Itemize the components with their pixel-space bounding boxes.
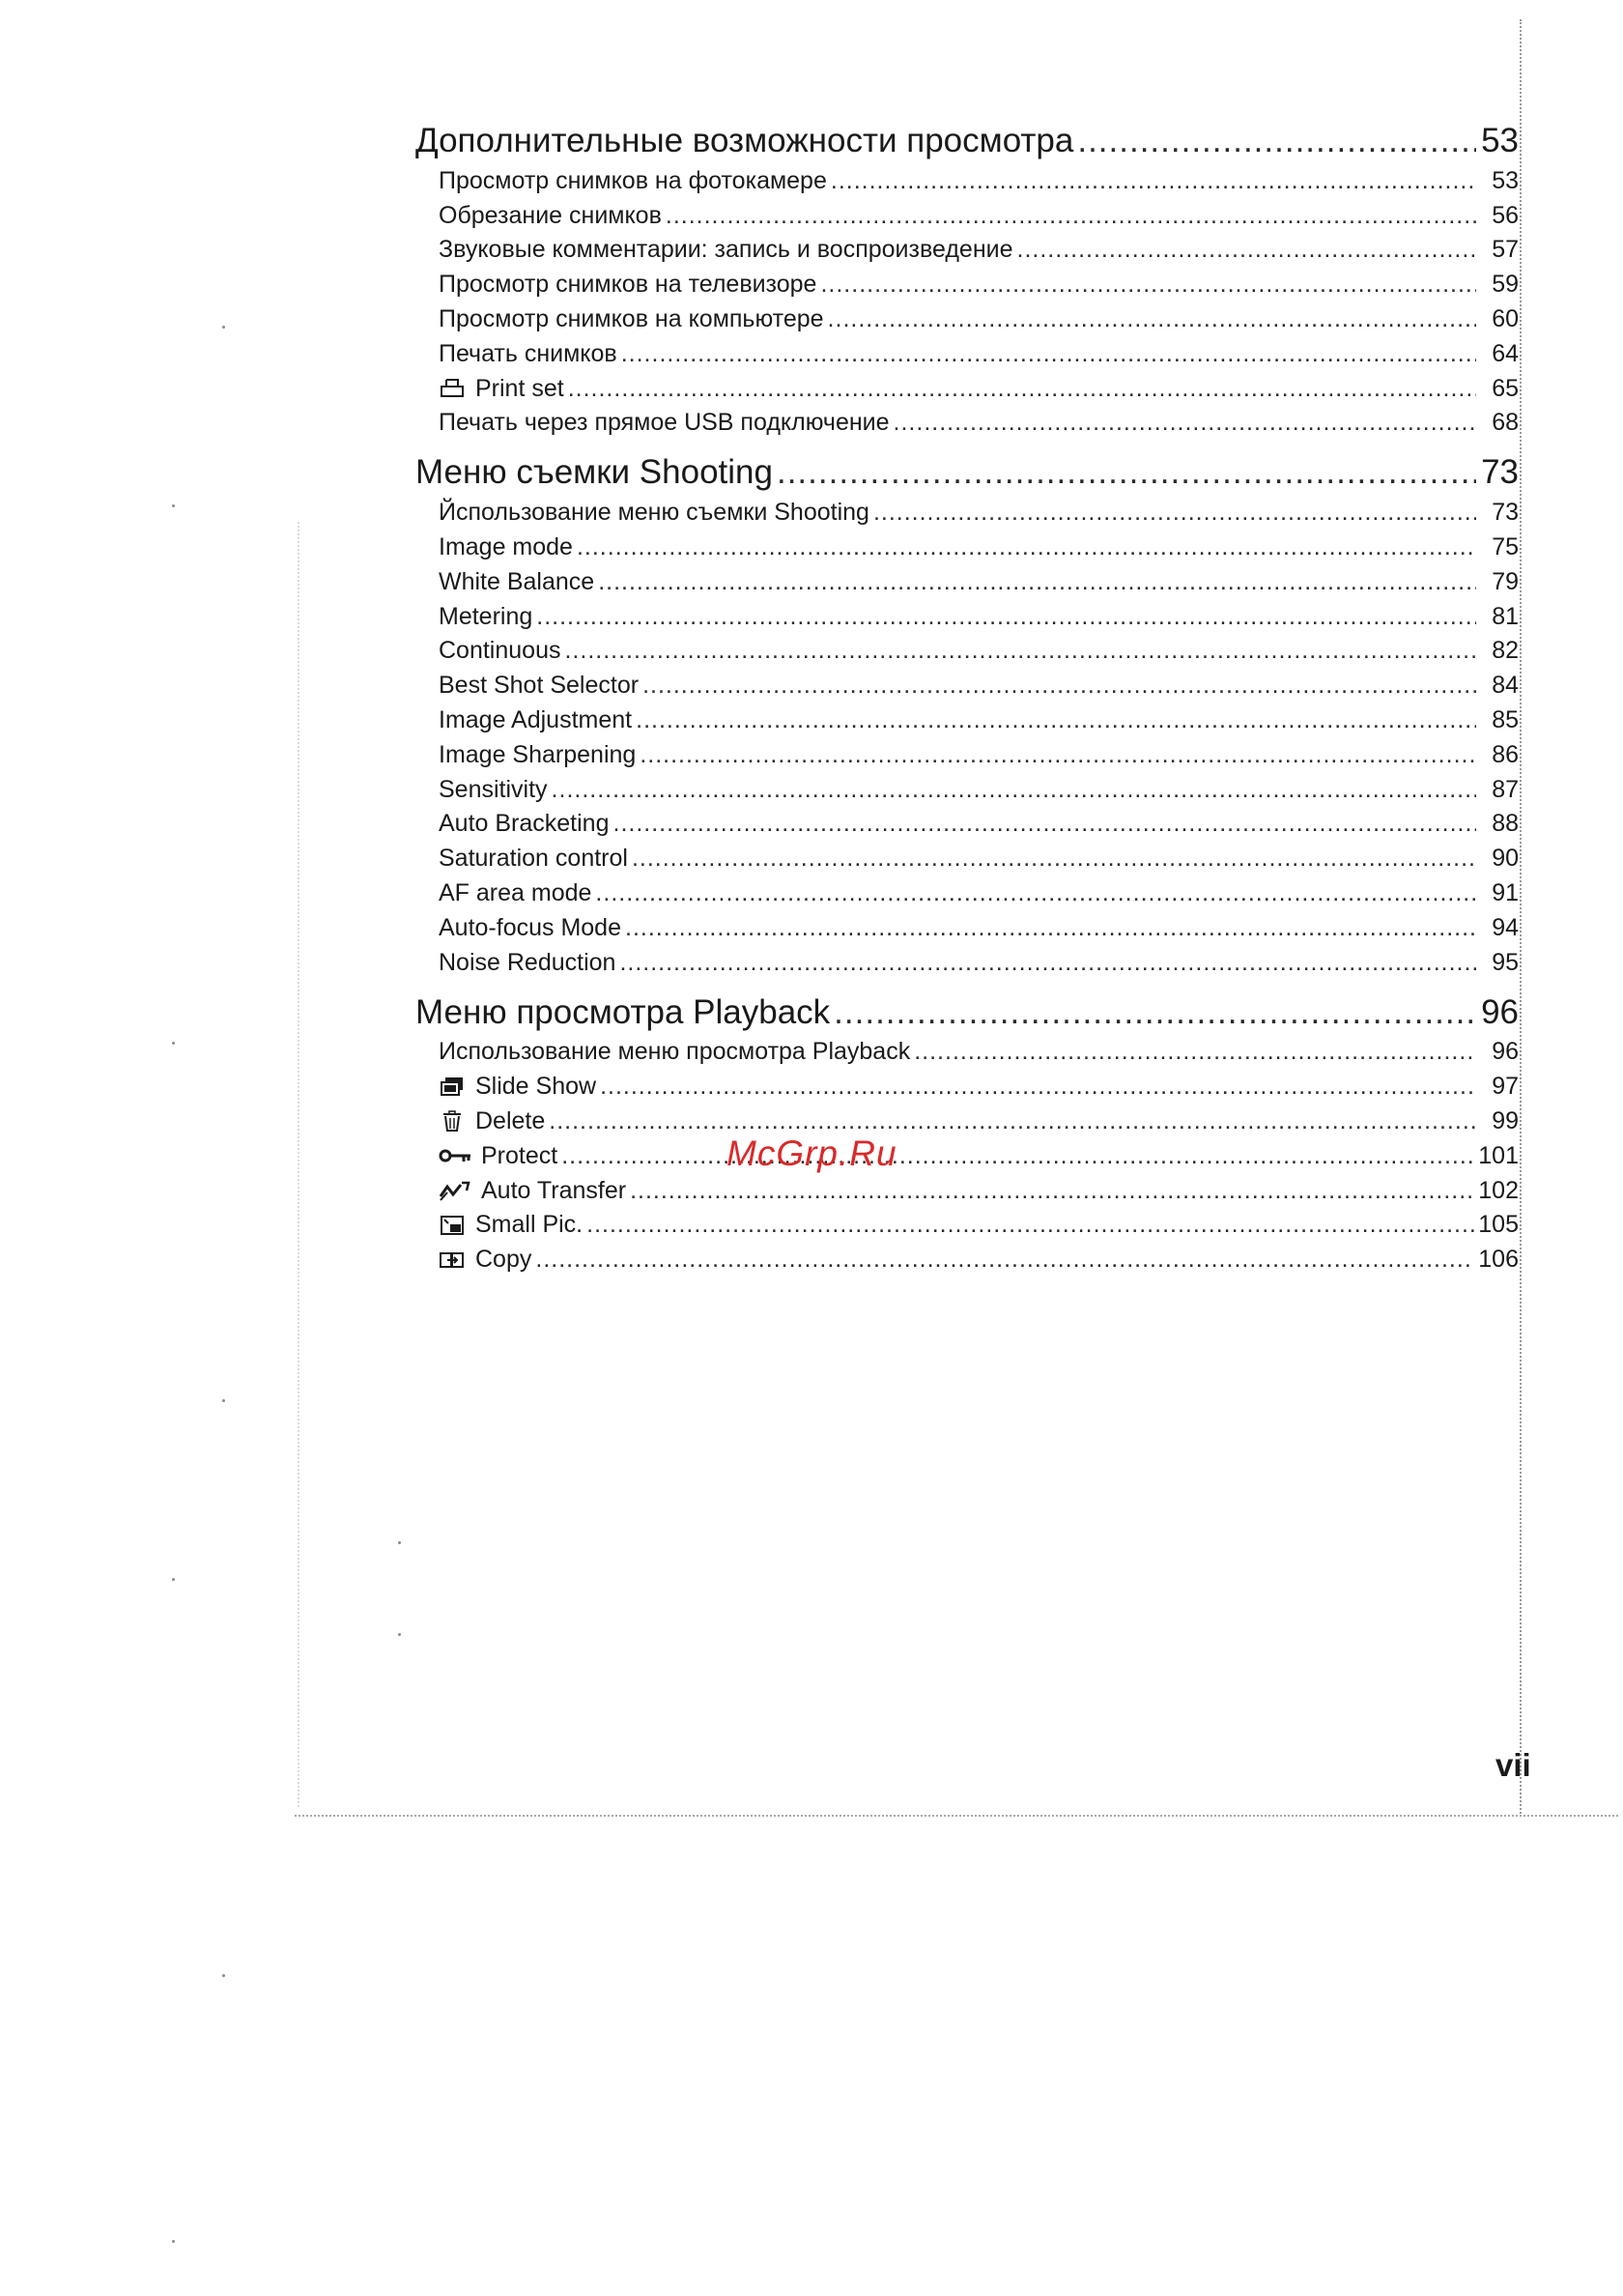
dot-leader <box>598 568 1476 596</box>
toc-entry-page: 85 <box>1492 705 1519 733</box>
toc-entry-label-wrap <box>439 914 621 942</box>
toc-entry-label: Auto-focus Mode <box>439 913 621 941</box>
watermark: McGrp.Ru <box>726 1134 897 1173</box>
dot-leader <box>1017 236 1476 264</box>
toc-entry-label: Print set <box>475 374 564 402</box>
toc-entry-page: 99 <box>1492 1106 1519 1134</box>
toc-entry-label: Metering <box>439 602 533 630</box>
toc-entry-label-wrap <box>439 845 628 873</box>
toc-entry-label-wrap <box>439 568 594 596</box>
toc-entry-page: 105 <box>1478 1211 1519 1239</box>
toc-entry-page: 64 <box>1492 339 1519 367</box>
toc-entry-label-wrap <box>439 1211 583 1239</box>
dot-leader <box>552 776 1476 804</box>
toc-entry-page: 73 <box>1492 499 1519 527</box>
toc-entry[interactable] <box>415 942 1519 977</box>
toc-entry[interactable] <box>415 299 1519 333</box>
toc-entry-page: 56 <box>1492 201 1519 229</box>
toc-entry[interactable] <box>415 333 1519 368</box>
toc-entry-label: Slide Show <box>475 1073 597 1101</box>
copy-icon <box>439 1248 466 1272</box>
trash-icon <box>439 1109 466 1133</box>
toc-entry-label-wrap <box>439 271 816 299</box>
toc-entry-label: Noise Reduction <box>439 948 616 976</box>
dot-leader <box>595 879 1476 907</box>
toc-section[interactable] <box>415 445 1519 492</box>
toc-entry-label: Protect <box>481 1141 558 1169</box>
toc-entry[interactable] <box>415 230 1519 265</box>
toc-entry-page: 102 <box>1478 1176 1519 1204</box>
toc-entry-label-wrap <box>439 879 591 907</box>
toc-entry-label-wrap <box>439 603 532 631</box>
auto-transfer-icon <box>439 1179 471 1202</box>
toc-section-title: Дополнительные возможности просмотра <box>415 122 1074 159</box>
toc-entry-label-wrap <box>439 1038 910 1066</box>
toc-entry-page: 59 <box>1492 271 1519 299</box>
toc-entry-page: 106 <box>1478 1246 1519 1274</box>
toc-entry-page: 84 <box>1492 672 1519 700</box>
toc-entry-label: Saturation control <box>439 845 628 873</box>
print-set-icon <box>439 377 466 400</box>
dot-leader <box>642 672 1476 700</box>
scan-speck <box>172 2240 175 2243</box>
dot-leader <box>894 409 1476 437</box>
toc-entry-page: 82 <box>1492 637 1519 665</box>
toc-entry-page: 75 <box>1492 532 1519 560</box>
dot-leader <box>549 1107 1476 1135</box>
toc-entry-label-wrap <box>439 236 1013 264</box>
toc-entry-page: 96 <box>1492 1038 1519 1066</box>
page-bottom-edge <box>295 1815 1618 1817</box>
toc-entry-label-wrap <box>439 305 824 333</box>
dot-leader <box>914 1038 1476 1066</box>
toc-entry-label-wrap <box>439 672 639 700</box>
toc-entry-page: 68 <box>1492 409 1519 437</box>
toc-entry-label-wrap <box>439 499 869 527</box>
toc-entry-page: 79 <box>1492 567 1519 595</box>
toc-entry-label: Просмотр снимков на телевизоре <box>439 271 817 299</box>
toc-entry-page: 91 <box>1492 878 1519 906</box>
toc-entry-label: Использование меню просмотра Playback <box>439 1038 911 1066</box>
dot-leader <box>777 453 1476 492</box>
toc-section-title: Меню съемки Shooting <box>415 453 773 492</box>
toc-entry-label-wrap <box>439 375 564 403</box>
toc-entry-label-wrap <box>439 1177 626 1205</box>
toc-entry-label-wrap <box>439 340 617 368</box>
toc-entry-label: Image mode <box>439 532 573 560</box>
scan-speck <box>172 1042 175 1045</box>
dot-leader <box>561 1142 1474 1170</box>
dot-leader <box>834 993 1476 1032</box>
toc-entry-label-wrap <box>439 1073 596 1101</box>
toc-section-page: 73 <box>1481 453 1519 492</box>
toc-entry[interactable] <box>415 873 1519 907</box>
toc-entry[interactable] <box>415 665 1519 700</box>
toc-entry-page: 101 <box>1478 1141 1519 1169</box>
dot-leader <box>536 603 1476 631</box>
toc-entry-page: 90 <box>1492 845 1519 873</box>
toc-entry[interactable] <box>415 596 1519 631</box>
scan-speck <box>222 1974 225 1977</box>
toc-entry-label: Continuous <box>439 637 561 665</box>
toc-entry[interactable] <box>415 403 1519 438</box>
toc-entry-label: Auto Bracketing <box>439 810 610 838</box>
toc-entry-label: Просмотр снимков на фотокамере <box>439 166 827 194</box>
scan-speck <box>398 1541 401 1544</box>
toc-entry[interactable] <box>415 1170 1519 1205</box>
toc-entry-page: 97 <box>1492 1073 1519 1101</box>
table-of-contents <box>415 114 1519 1274</box>
dot-leader <box>535 1246 1474 1274</box>
toc-entry-label-wrap <box>439 810 610 838</box>
toc-entry[interactable] <box>415 195 1519 230</box>
dot-leader <box>619 949 1476 977</box>
toc-entry-label-wrap <box>439 1246 531 1274</box>
toc-entry-label-wrap <box>439 776 548 804</box>
dot-leader <box>820 271 1476 299</box>
toc-section-page: 53 <box>1481 122 1519 159</box>
toc-entry-label: Best Shot Selector <box>439 672 640 700</box>
toc-entry-label-wrap <box>439 637 560 665</box>
toc-entry[interactable] <box>415 907 1519 942</box>
toc-entry-label: Печать снимков <box>439 339 617 367</box>
dot-leader <box>831 167 1476 195</box>
dot-leader <box>621 340 1476 368</box>
scan-margin-specks <box>298 522 299 1807</box>
dot-leader <box>828 305 1476 333</box>
toc-entry[interactable] <box>415 804 1519 839</box>
dot-leader <box>625 914 1476 942</box>
toc-entry-page: 81 <box>1492 602 1519 630</box>
dot-leader <box>632 845 1476 873</box>
dot-leader <box>568 375 1476 403</box>
toc-entry[interactable] <box>415 631 1519 666</box>
toc-entry[interactable] <box>415 527 1519 561</box>
scan-speck <box>398 1633 401 1636</box>
dot-leader <box>666 202 1476 230</box>
toc-entry[interactable] <box>415 1239 1519 1274</box>
toc-entry[interactable] <box>415 368 1519 403</box>
scan-speck <box>222 326 225 329</box>
toc-entry-label-wrap <box>439 167 827 195</box>
toc-section-page: 96 <box>1481 992 1519 1031</box>
toc-entry-label: Small Pic. <box>475 1211 584 1239</box>
toc-entry[interactable] <box>415 1205 1519 1240</box>
toc-entry-page: 87 <box>1492 775 1519 803</box>
toc-entry[interactable] <box>415 1066 1519 1101</box>
dot-leader <box>600 1073 1476 1101</box>
scan-speck <box>172 504 175 507</box>
toc-entry[interactable] <box>415 561 1519 596</box>
dot-leader <box>613 810 1477 838</box>
toc-entry-label: Йспользование меню съемки Shooting <box>439 499 869 527</box>
toc-entry-label-wrap <box>439 741 636 769</box>
toc-entry-label-wrap <box>439 1107 545 1135</box>
toc-entry-page: 88 <box>1492 810 1519 838</box>
toc-entry-label: Copy <box>475 1246 532 1274</box>
toc-entry-page: 57 <box>1492 236 1519 264</box>
dot-leader <box>577 533 1476 561</box>
toc-entry-label: AF area mode <box>439 878 592 906</box>
toc-entry-page: 95 <box>1492 948 1519 976</box>
toc-entry[interactable] <box>415 734 1519 769</box>
toc-entry[interactable] <box>415 1135 1519 1170</box>
toc-entry-label: Image Adjustment <box>439 705 633 733</box>
toc-entry-label-wrap <box>439 533 573 561</box>
toc-entry-label: Auto Transfer <box>481 1176 627 1204</box>
toc-entry-page: 86 <box>1492 740 1519 768</box>
slide-show-icon <box>439 1076 466 1099</box>
toc-entry[interactable] <box>415 1101 1519 1135</box>
dot-leader <box>564 637 1476 665</box>
toc-entry[interactable] <box>415 1032 1519 1067</box>
toc-entry-label-wrap <box>439 202 662 230</box>
scan-speck <box>222 1399 225 1402</box>
toc-entry-label: Sensitivity <box>439 775 548 803</box>
toc-entry-label-wrap <box>439 949 615 977</box>
toc-section[interactable] <box>415 114 1519 160</box>
toc-section[interactable] <box>415 986 1519 1032</box>
toc-entry[interactable] <box>415 264 1519 299</box>
page-number: vii <box>1495 1747 1531 1783</box>
toc-entry-label: Печать через прямое USB подключение <box>439 409 890 437</box>
toc-entry[interactable] <box>415 492 1519 527</box>
scan-speck <box>172 1578 175 1581</box>
toc-entry-page: 65 <box>1492 374 1519 402</box>
toc-entry-page: 94 <box>1492 913 1519 941</box>
dot-leader <box>640 741 1476 769</box>
toc-entry-label: Image Sharpening <box>439 740 637 768</box>
toc-entry-page: 53 <box>1492 166 1519 194</box>
dot-leader <box>873 499 1476 527</box>
toc-section-title: Меню просмотра Playback <box>415 992 831 1031</box>
toc-entry-label: Просмотр снимков на компьютере <box>439 304 824 332</box>
small-pic-icon <box>439 1214 466 1237</box>
dot-leader <box>636 706 1476 734</box>
page-right-edge <box>1520 19 1522 1817</box>
toc-entry-label: Обрезание снимков <box>439 201 662 229</box>
toc-entry-label: Delete <box>475 1106 546 1134</box>
toc-entry-page: 60 <box>1492 304 1519 332</box>
toc-entry[interactable] <box>415 160 1519 195</box>
toc-entry-label-wrap <box>439 706 632 734</box>
dot-leader <box>630 1177 1474 1205</box>
dot-leader <box>1077 122 1476 160</box>
dot-leader <box>586 1211 1474 1239</box>
toc-entry[interactable] <box>415 700 1519 734</box>
toc-entry[interactable] <box>415 838 1519 873</box>
toc-entry-label-wrap <box>439 1142 557 1170</box>
toc-entry-label: Звуковые комментарии: запись и воспроизведение <box>439 236 1013 264</box>
toc-entry[interactable] <box>415 769 1519 804</box>
toc-entry-label: White Balance <box>439 567 595 595</box>
key-icon <box>439 1144 471 1167</box>
toc-entry-label-wrap <box>439 409 890 437</box>
